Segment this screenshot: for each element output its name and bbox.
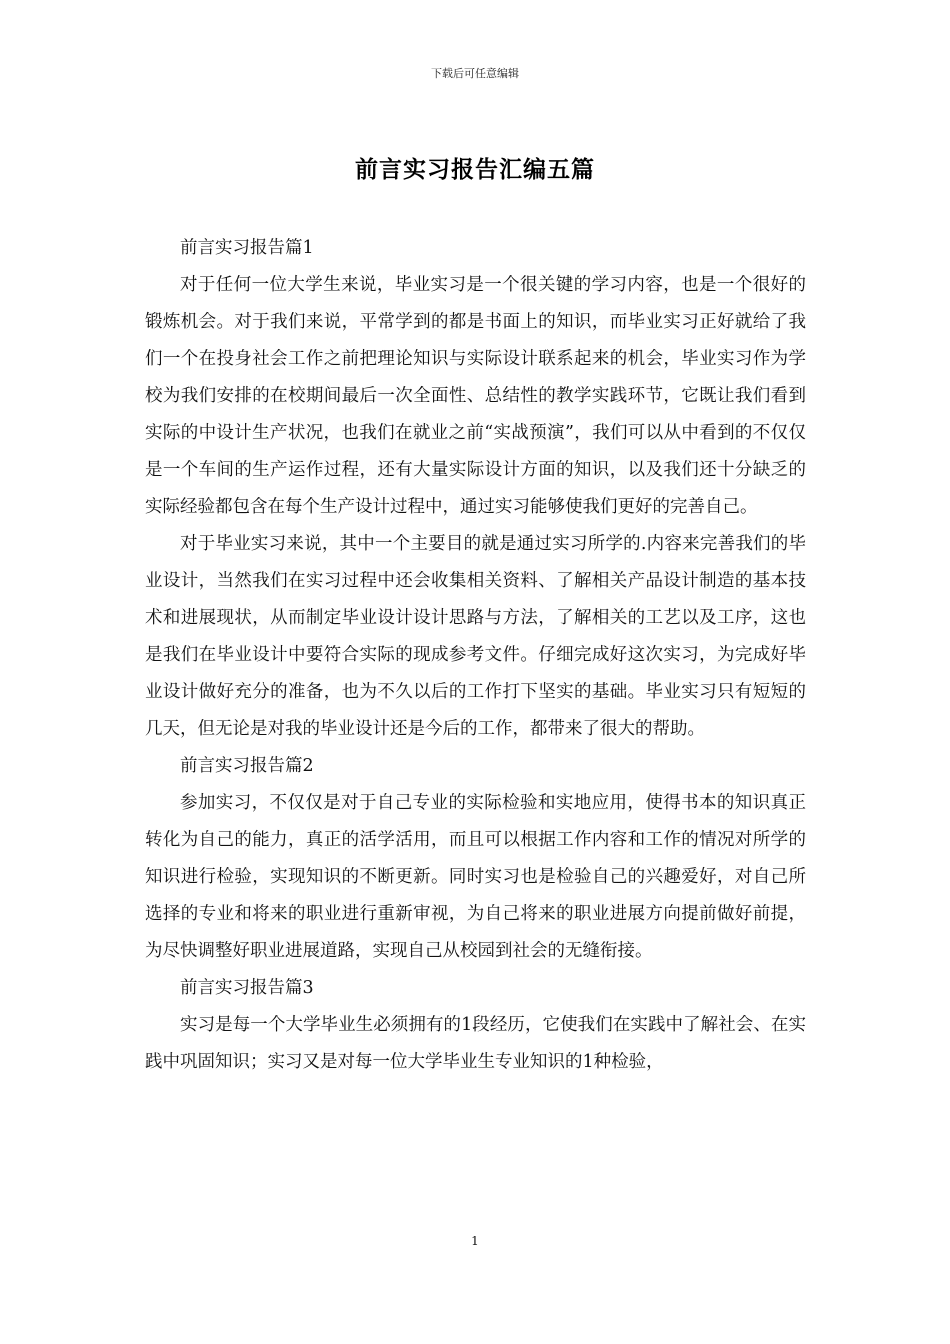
paragraph: 对于毕业实习来说，其中一个主要目的就是通过实习所学的.内容来完善我们的毕业设计，当然我们在实习过程中还会收集相关资料、了解相关产品设计制造的基本技术和进展现状，从而制定毕业设计设计思路与方法，了解相关的工艺以及工序，这也是我们在毕业设计中要符合实际的现成参考文件。仔细完成好这次实习，为完成好毕业设计做好充分的准备，也为不久以后的工作打下坚实的基础。毕业实习只有短短的几天，但无论是对我的毕业设计还是今后的工作，都带来了很大的帮助。 bbox=[145, 534, 806, 739]
document-body bbox=[145, 230, 806, 1081]
paragraph: 对于任何一位大学生来说，毕业实习是一个很关键的学习内容，也是一个很好的锻炼机会。对于我们来说，平常学到的都是书面上的知识，而毕业实习正好就给了我们一个在投身社会工作之前把理论知识与实际设计联系起来的机会，毕业实习作为学校为我们安排的在校期间最后一次全面性、总结性的教学实践环节，它既让我们看到实际的中设计生产状况，也我们在就业之前“实战预演”，我们可以从中看到的不仅仅是一个车间的生产运作过程，还有大量实际设计方面的知识，以及我们还十分缺乏的实际经验都包含在每个生产设计过程中，通过实习能够使我们更好的完善自己。 bbox=[145, 275, 806, 517]
paragraph: 实习是每一个大学毕业生必须拥有的1段经历，它使我们在实践中了解社会、在实践中巩固知识；实习又是对每一位大学毕业生专业知识的1种检验， bbox=[145, 1015, 806, 1072]
section-heading: 前言实习报告篇1 bbox=[180, 238, 314, 258]
document-title: 前言实习报告汇编五篇 bbox=[355, 156, 595, 183]
header-note: 下载后可任意编辑 bbox=[431, 67, 519, 80]
section-heading: 前言实习报告篇3 bbox=[180, 978, 314, 998]
section-heading: 前言实习报告篇2 bbox=[180, 756, 314, 776]
paragraph: 参加实习，不仅仅是对于自己专业的实际检验和实地应用，使得书本的知识真正转化为自己的能力，真正的活学活用，而且可以根据工作内容和工作的情况对所学的知识进行检验，实现知识的不断更新。同时实习也是检验自己的兴趣爱好，对自己所选择的专业和将来的职业进行重新审视，为自己将来的职业进展方向提前做好前提，为尽快调整好职业进展道路，实现自己从校园到社会的无缝衔接。 bbox=[145, 793, 806, 961]
page-number: 1 bbox=[471, 1234, 479, 1248]
